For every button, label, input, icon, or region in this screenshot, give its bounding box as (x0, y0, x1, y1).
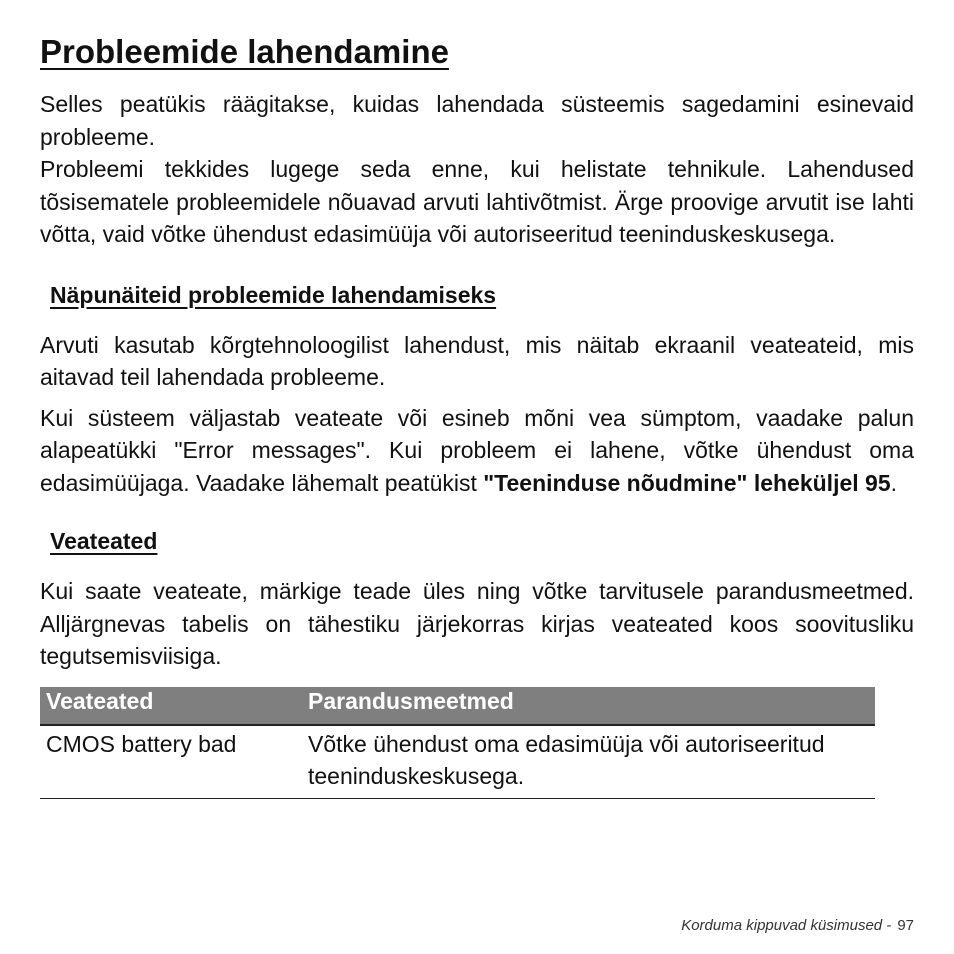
error-messages-paragraph: Kui saate veateate, märkige teade üles ning võtke tarvitusele parandusmeetmed. Alljärgnevas tabelis on tähestiku järjekorras kirjas veateated koos soovitusliku tegutsemisviisiga. (40, 578, 914, 669)
page-title: Probleemide lahendamine (40, 33, 449, 70)
document-page (40, 30, 914, 799)
section-heading-tips: Näpunäiteid probleemide lahendamiseks (50, 281, 497, 308)
tips-paragraph-2-text: Kui süsteem väljastab veateate või esineb mõni vea sümptom, vaadake palun alapeatükki "Error messages". Kui probleem ei lahene, võtke ühendust oma edasimüüjaga. Vaadake lähemalt peatükist (40, 404, 914, 496)
page-footer (681, 917, 914, 934)
footer-section-title: Korduma kippuvad küsimused - (681, 917, 892, 934)
table-cell-remedy: Võtke ühendust oma edasimüüja või autoriseeritud teeninduskeskusega. (302, 725, 875, 799)
service-link-reference: "Teeninduse nõudmine" leheküljel 95 (483, 469, 891, 496)
tips-paragraph-2-end: . (890, 469, 898, 496)
table-header-cell: Veateated (40, 687, 302, 725)
page-number: 97 (897, 917, 914, 934)
intro-paragraph-2: Probleemi tekkides lugege seda enne, kui helistate tehnikule. Lahendused tõsisematele probleemidele nõuavad arvuti lahtivõtmist. Ärge proovige arvutit ise lahti võtta, vaid võtke ühendust edasimüüja või autoriseeritud teeninduskeskusega. (40, 156, 914, 247)
tips-paragraph-2 (40, 402, 914, 500)
error-messages-table (40, 687, 875, 799)
table-cell-error: CMOS battery bad (40, 725, 302, 799)
table-row (40, 725, 875, 799)
table-header-cell: Parandusmeetmed (302, 687, 875, 725)
table-header-row (40, 687, 875, 725)
section-heading-error-messages: Veateated (50, 528, 158, 554)
intro-paragraph-1: Selles peatükis räägitakse, kuidas lahendada süsteemis sagedamini esinevaid probleeme. (40, 91, 914, 150)
tips-paragraph-1: Arvuti kasutab kõrgtehnoloogilist lahendust, mis näitab ekraanil veateateid, mis aitavad teil lahendada probleeme. (40, 331, 914, 390)
